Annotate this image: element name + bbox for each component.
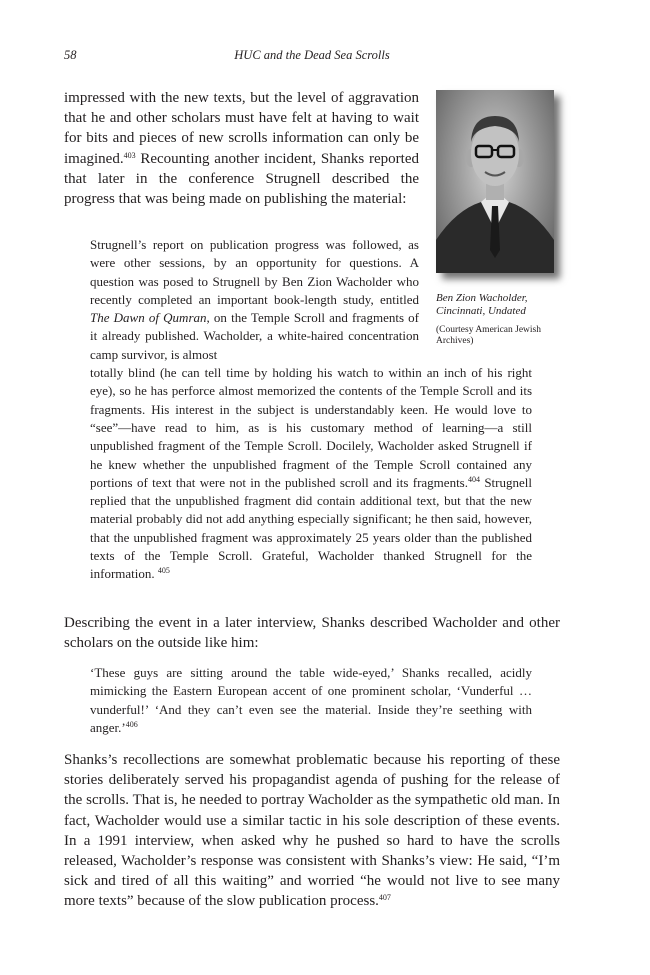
- running-head: HUC and the Dead Sea Scrolls: [234, 48, 390, 62]
- paragraph-1-text: impressed with the new texts, but the level of aggravation that he and other scholars must have felt at having to wait for bits and pieces of new scrolls information can only be imagined.: [64, 90, 419, 167]
- footnote-ref-407[interactable]: 407: [378, 893, 391, 903]
- paragraph-3: [64, 750, 560, 912]
- footnote-ref-406[interactable]: 406: [125, 719, 138, 729]
- paragraph-3-text: Shanks’s recollections are somewhat problematic because his reporting of these stories deliberately served his propagandist agenda of pushing for the release of the scrolls. That is, he needed to portray Wacholder as the sympathetic old man. In fact, Wacholder would use a similar tactic in his sole description of these events. In a 1991 interview, when asked why he pushed so hard to have the scrolls released, Wacholder’s response was consistent with Shanks’s view: He said, “I’m sick and tired of all this waiting” and worried “he would not live to see many more texts” because of the slow publication process.: [64, 752, 560, 910]
- page-number: 58: [64, 48, 77, 62]
- block-quote-1-text-c: totally blind (he can tell time by holding his watch to within an inch of his right eye), so he has perforce almost memorized the contents of the Temple Scroll and its fragments. His interest in the subject is understandably keen. He would love to “see”—have read to him, as is his customary method of learning—a still unpublished fragment of the Temple Scroll. Docilely, Wacholder asked Strugnell if he knew whether the unpublished fragment of the Temple Scroll contained any portions of text that were not in the published scroll and its fragments.: [90, 365, 532, 490]
- block-quote-2-text: ‘These guys are sitting around the table wide-eyed,’ Shanks recalled, acidly mimicking the Eastern European accent of one prominent scholar, ‘Vunderful … vunderful!’ ‘And they can’t even see the material. Inside they’re seething with anger.’: [90, 665, 532, 735]
- block-quote-1-text-b: , on the Temple Scroll and fragments of it already published. Wacholder, a white-haired concentration camp survivor, is almost: [90, 310, 420, 362]
- paragraph-1: [64, 88, 419, 209]
- block-quote-1-text-d: Strugnell replied that the unpublished fragment did contain additional text, but that the new material probably did not add anything especially significant; he then said, however, that the unpublished fragment was approximately 25 years older than the published texts of the Temple Scroll. Grateful, Wacholder thanked Strugnell for the information.: [90, 474, 532, 582]
- block-quote-1-text-a: Strugnell’s report on publication progress was followed, as were other sessions, by an opportunity for questions. A question was posed to Strugnell by Ben Zion Wacholder who recently completed an important book-length study, entitled: [90, 237, 419, 307]
- block-quote-2: [90, 664, 532, 737]
- footnote-ref-403[interactable]: 403: [123, 150, 136, 160]
- paragraph-2: Describing the event in a later interview, Shanks described Wacholder and other scholars on the outside like him:: [64, 615, 560, 652]
- figure-caption-credit: (Courtesy American Jewish Archives): [436, 325, 542, 346]
- block-quote-1-wrapped: [90, 236, 419, 364]
- footnote-ref-404[interactable]: 404: [468, 474, 480, 484]
- block-quote-1: [90, 236, 532, 584]
- page-header: [64, 48, 560, 68]
- footnote-ref-405[interactable]: 405: [157, 566, 170, 576]
- book-title: The Dawn of Qumran: [90, 310, 207, 326]
- figure-caption-title: Ben Zion Wacholder, Cincinnati, Undated: [436, 292, 528, 317]
- paragraph-1-text-cont: Recounting another incident, Shanks reported that later in the conference Strugnell described the progress that was being made on publishing the material:: [64, 150, 419, 208]
